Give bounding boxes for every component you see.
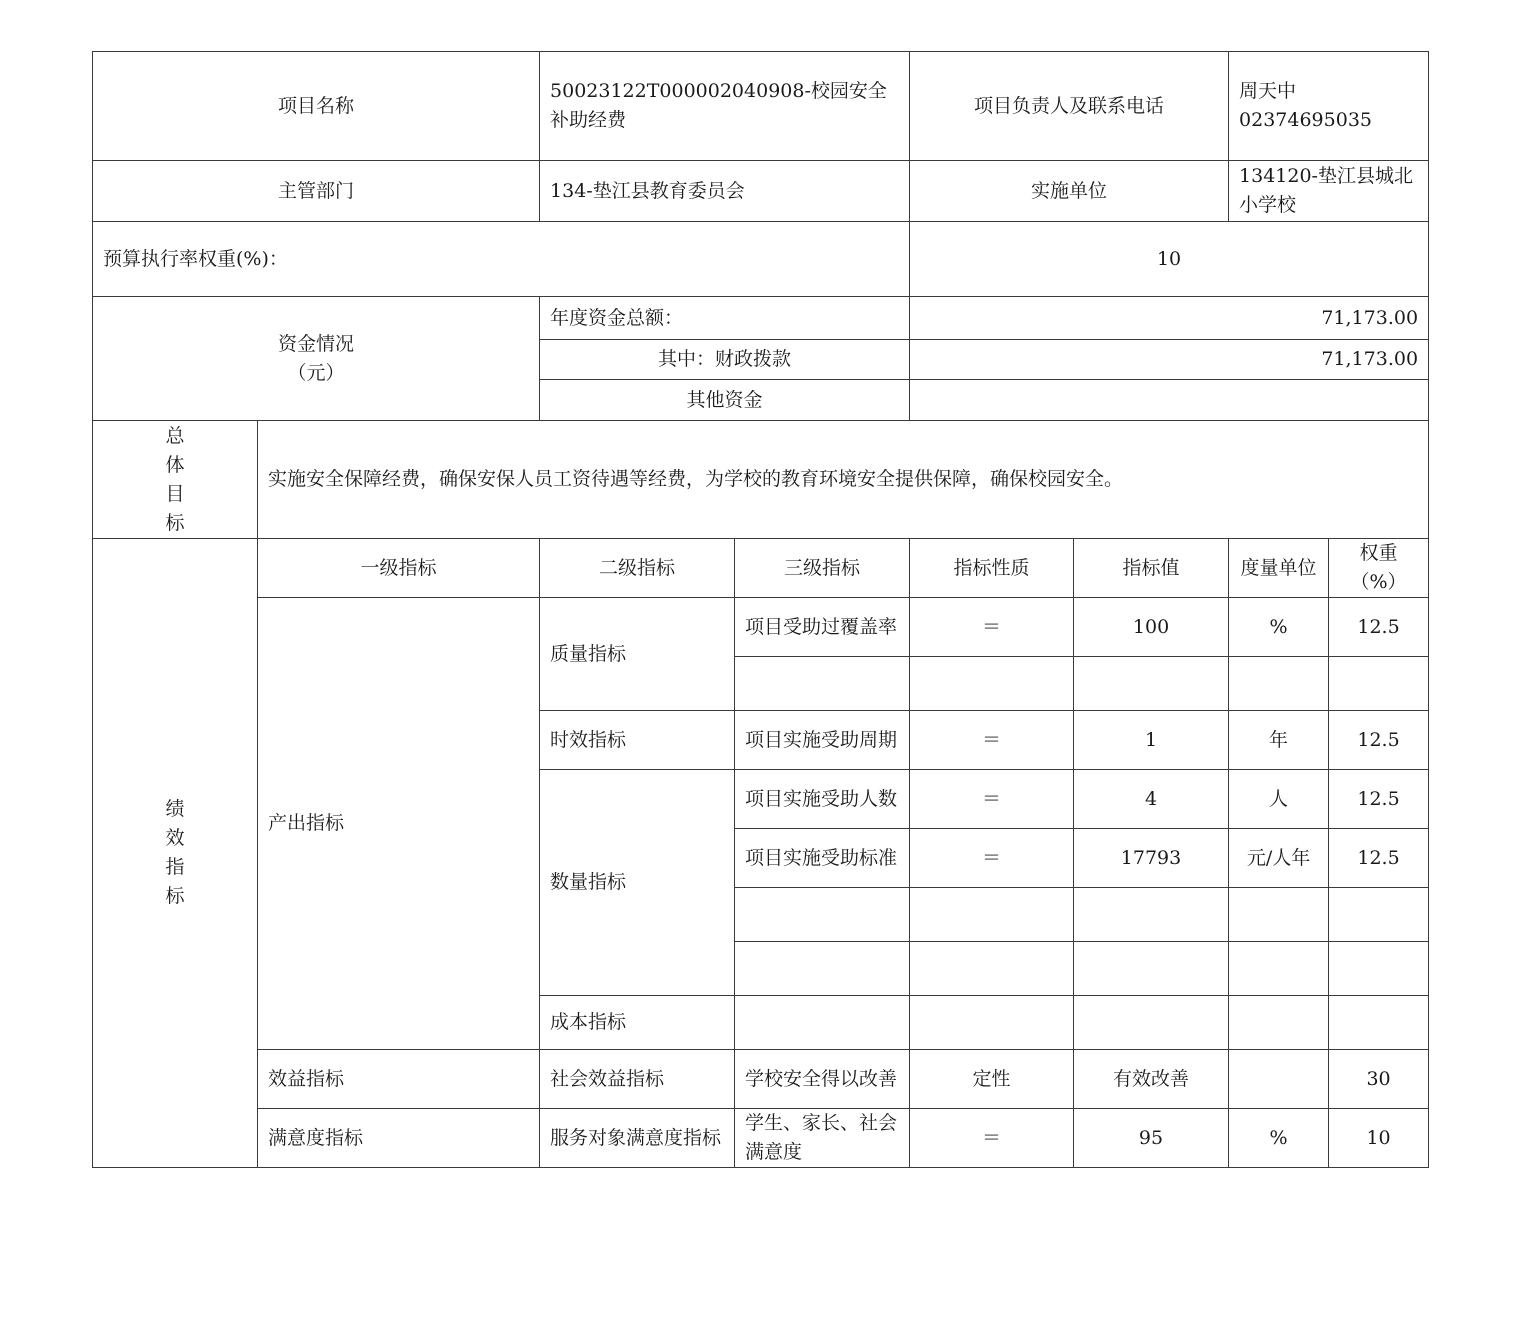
level2-cost: 成本指标 — [540, 996, 735, 1050]
empty-cell — [1074, 657, 1229, 711]
nature-cell: ＝ — [910, 711, 1074, 770]
funds-other-value — [910, 380, 1429, 421]
unit-cell — [1229, 1050, 1329, 1109]
unit-cell: 年 — [1229, 711, 1329, 770]
empty-cell — [1329, 942, 1429, 996]
empty-cell — [1229, 942, 1329, 996]
empty-cell — [1229, 888, 1329, 942]
performance-goal-table — [92, 51, 1429, 1168]
table-row — [93, 1050, 1429, 1109]
goal-char: 标 — [165, 511, 185, 534]
impl-label: 实施单位 — [910, 161, 1229, 222]
weight-cell: 30 — [1329, 1050, 1429, 1109]
header-level2: 二级指标 — [540, 539, 735, 598]
empty-cell — [910, 888, 1074, 942]
funds-fiscal-label: 其中：财政拨款 — [540, 340, 910, 380]
header-level1: 一级指标 — [258, 539, 540, 598]
level2-timeliness: 时效指标 — [540, 711, 735, 770]
indicator-char: 标 — [165, 885, 185, 907]
funds-label-line1: 资金情况 — [278, 332, 355, 355]
project-name-label: 项目名称 — [93, 52, 540, 161]
funds-total-value: 71,173.00 — [910, 297, 1429, 340]
value-cell: 有效改善 — [1074, 1050, 1229, 1109]
empty-cell — [1329, 888, 1429, 942]
budget-weight-row — [93, 222, 1429, 297]
nature-cell: ＝ — [910, 1109, 1074, 1168]
empty-cell — [1229, 657, 1329, 711]
level2-social: 社会效益指标 — [540, 1050, 735, 1109]
goal-char: 体 — [165, 453, 185, 476]
table-row — [93, 1109, 1429, 1168]
header-value: 指标值 — [1074, 539, 1229, 598]
overall-goal-text: 实施安全保障经费，确保安保人员工资待遇等经费，为学校的教育环境安全提供保障，确保校园安全。 — [258, 421, 1429, 539]
level3-cell: 项目实施受助周期 — [735, 711, 910, 770]
funds-label-line2: （元） — [287, 361, 345, 384]
funds-total-row — [93, 297, 1429, 340]
unit-cell: % — [1229, 598, 1329, 657]
impl-value: 134120-垫江县城北小学校 — [1229, 161, 1429, 222]
header-unit: 度量单位 — [1229, 539, 1329, 598]
empty-cell — [1074, 996, 1229, 1050]
level3-cell: 项目实施受助人数 — [735, 770, 910, 829]
weight-cell: 12.5 — [1329, 598, 1429, 657]
overall-goal-label — [93, 421, 258, 539]
level3-cell: 学校安全得以改善 — [735, 1050, 910, 1109]
indicator-char: 绩 — [165, 798, 185, 820]
empty-cell — [1074, 942, 1229, 996]
nature-cell: 定性 — [910, 1050, 1074, 1109]
empty-cell — [735, 888, 910, 942]
empty-cell — [1229, 996, 1329, 1050]
empty-cell — [910, 657, 1074, 711]
table-row — [93, 598, 1429, 657]
nature-cell: ＝ — [910, 598, 1074, 657]
project-name-value: 50023122T000002040908-校园安全补助经费 — [540, 52, 910, 161]
level1-satisfaction: 满意度指标 — [258, 1109, 540, 1168]
empty-cell — [735, 657, 910, 711]
weight-cell: 12.5 — [1329, 711, 1429, 770]
department-row — [93, 161, 1429, 222]
unit-cell: 人 — [1229, 770, 1329, 829]
empty-cell — [1329, 657, 1429, 711]
indicator-header-row — [93, 539, 1429, 598]
empty-cell — [735, 942, 910, 996]
header-level3: 三级指标 — [735, 539, 910, 598]
value-cell: 1 — [1074, 711, 1229, 770]
dept-value: 134-垫江县教育委员会 — [540, 161, 910, 222]
weight-cell: 12.5 — [1329, 829, 1429, 888]
budget-weight-label: 预算执行率权重(%)： — [93, 222, 910, 297]
level3-cell: 学生、家长、社会满意度 — [735, 1109, 910, 1168]
value-cell: 17793 — [1074, 829, 1229, 888]
funds-fiscal-value: 71,173.00 — [910, 340, 1429, 380]
level3-cell: 项目受助过覆盖率 — [735, 598, 910, 657]
level2-quantity: 数量指标 — [540, 770, 735, 996]
nature-cell: ＝ — [910, 829, 1074, 888]
weight-cell: 10 — [1329, 1109, 1429, 1168]
header-weight: 权重（%） — [1329, 539, 1429, 598]
unit-cell: 元/人年 — [1229, 829, 1329, 888]
empty-cell — [1329, 996, 1429, 1050]
dept-label: 主管部门 — [93, 161, 540, 222]
level3-cell: 项目实施受助标准 — [735, 829, 910, 888]
funds-label — [93, 297, 540, 421]
manager-label: 项目负责人及联系电话 — [910, 52, 1229, 161]
level1-output: 产出指标 — [258, 598, 540, 1050]
nature-cell: ＝ — [910, 770, 1074, 829]
indicator-char: 效 — [165, 827, 185, 849]
level1-benefit: 效益指标 — [258, 1050, 540, 1109]
performance-indicator-label — [93, 539, 258, 1168]
funds-total-label: 年度资金总额： — [540, 297, 910, 340]
unit-cell: % — [1229, 1109, 1329, 1168]
manager-value: 周天中 02374695035 — [1229, 52, 1429, 161]
weight-cell: 12.5 — [1329, 770, 1429, 829]
header-nature: 指标性质 — [910, 539, 1074, 598]
value-cell: 100 — [1074, 598, 1229, 657]
empty-cell — [910, 942, 1074, 996]
empty-cell — [910, 996, 1074, 1050]
level2-quality: 质量指标 — [540, 598, 735, 711]
indicator-char: 指 — [165, 856, 185, 878]
empty-cell — [735, 996, 910, 1050]
goal-char: 目 — [165, 482, 185, 505]
empty-cell — [1074, 888, 1229, 942]
funds-other-label: 其他资金 — [540, 380, 910, 421]
level2-service: 服务对象满意度指标 — [540, 1109, 735, 1168]
project-name-row — [93, 52, 1429, 161]
overall-goal-row — [93, 421, 1429, 539]
goal-char: 总 — [165, 424, 185, 447]
budget-weight-value: 10 — [910, 222, 1429, 297]
value-cell: 4 — [1074, 770, 1229, 829]
value-cell: 95 — [1074, 1109, 1229, 1168]
